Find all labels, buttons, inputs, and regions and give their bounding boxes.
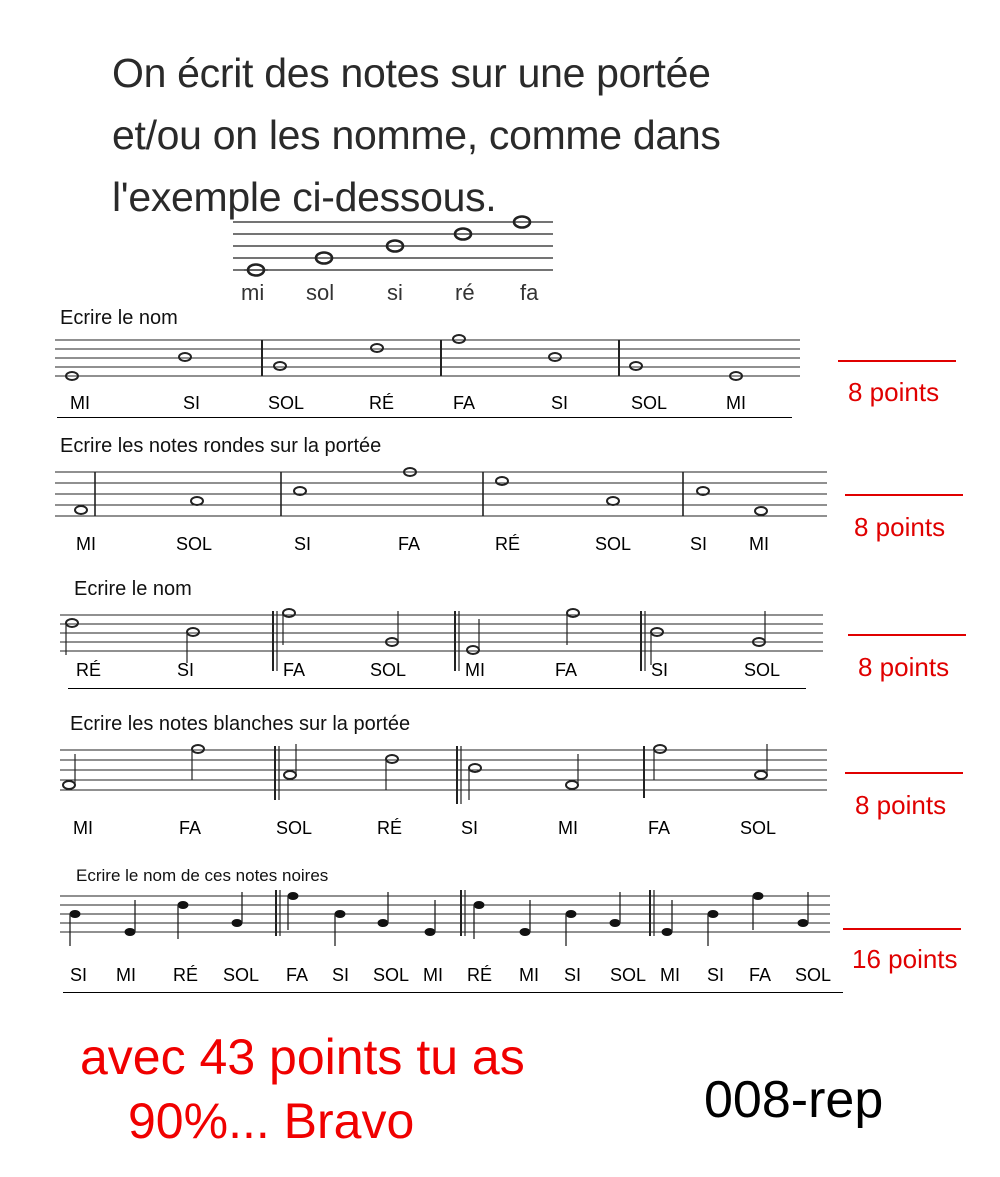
section-1-name-8: MI: [726, 393, 746, 413]
section-4-note-8: [755, 744, 767, 779]
section-3-name-8: SOL: [744, 660, 781, 680]
section-5-answer-line: [63, 992, 843, 993]
section-1-heading: Ecrire le nom: [60, 307, 178, 329]
example-label-mi: mi: [241, 280, 265, 305]
section-5-name-1: SI: [70, 965, 88, 985]
section-5-note-4: [232, 892, 243, 927]
intro-line-2: et/ou on les nomme, comme dans: [112, 112, 721, 158]
section-4-name-2: FA: [179, 818, 202, 838]
section-1-name-1: MI: [70, 393, 90, 413]
result-line-2: 90%... Bravo: [128, 1093, 415, 1149]
section-5-note-15: [753, 892, 764, 930]
section-1-note-5: [450, 335, 468, 343]
section-4-name-1: MI: [73, 818, 93, 838]
section-2-name-2: SOL: [176, 534, 213, 554]
section-4-note-1: [63, 754, 75, 789]
example-label-fa: fa: [520, 280, 539, 305]
section-3-name-4: SOL: [370, 660, 407, 680]
section-1-name-4: RÉ: [369, 393, 395, 413]
section-1-note-3: [274, 362, 286, 370]
section-2-note-1: [75, 506, 87, 514]
section-5-score: 16 points: [852, 944, 958, 974]
section-3-note-3: [283, 609, 295, 645]
section-2-name-3: SI: [294, 534, 312, 554]
section-4-name-5: SI: [461, 818, 479, 838]
section-3-heading: Ecrire le nom: [74, 578, 192, 600]
section-5-name-13: MI: [660, 965, 680, 985]
section-5-name-3: RÉ: [173, 965, 199, 985]
section-5-name-7: SOL: [373, 965, 410, 985]
section-5-staff: [55, 884, 835, 954]
section-5-name-6: SI: [332, 965, 350, 985]
section-4-score: 8 points: [855, 790, 947, 820]
section-3-score: 8 points: [858, 652, 950, 682]
section-5-name-4: SOL: [223, 965, 260, 985]
section-3-score-blank: [848, 634, 966, 636]
section-2-name-8: MI: [749, 534, 769, 554]
section-4-heading: Ecrire les notes blanches sur la portée: [70, 713, 411, 735]
section-1-score-blank: [838, 360, 956, 362]
section-5-note-6: [335, 910, 346, 946]
section-5-note-14: [708, 910, 719, 946]
section-4-note-6: [566, 754, 578, 789]
section-4-name-3: SOL: [276, 818, 313, 838]
section-3-answer-line: [68, 688, 806, 689]
result-message: [80, 1025, 525, 1153]
section-4-name-7: FA: [648, 818, 671, 838]
section-5-note-3: [178, 901, 189, 939]
section-5-name-9: RÉ: [467, 965, 493, 985]
section-5-note-11: [566, 910, 577, 946]
section-3-name-3: FA: [283, 660, 306, 680]
section-3-staff: [55, 603, 825, 675]
section-5-heading: Ecrire le nom de ces notes noires: [76, 866, 329, 885]
section-5-name-12: SOL: [610, 965, 647, 985]
section-1-name-5: FA: [453, 393, 476, 413]
sheet-code: 008-rep: [704, 1071, 884, 1129]
section-5-note-12: [610, 892, 621, 927]
section-1-answer-line: [57, 417, 792, 418]
section-3-name-2: SI: [177, 660, 195, 680]
example-note-mi: [244, 265, 268, 276]
section-4-note-5: [469, 764, 481, 800]
section-5-name-15: FA: [749, 965, 772, 985]
section-3-name-7: SI: [651, 660, 669, 680]
section-1-note-7: [630, 362, 642, 370]
section-2-note-6: [607, 497, 619, 505]
section-5-name-5: FA: [286, 965, 309, 985]
section-5-score-blank: [843, 928, 961, 930]
section-3-note-8: [753, 611, 765, 646]
section-1-name-2: SI: [183, 393, 201, 413]
section-5-note-7: [378, 892, 389, 927]
section-1-score: 8 points: [848, 377, 940, 407]
section-1-name-7: SOL: [631, 393, 668, 413]
section-2-note-5: [496, 477, 508, 485]
section-5-name-10: MI: [519, 965, 539, 985]
intro-line-3: l'exemple ci-dessous.: [112, 174, 497, 220]
section-3-note-6: [567, 609, 579, 645]
example-label-sol: sol: [306, 280, 335, 305]
example-label-si: si: [387, 280, 403, 305]
section-5-note-16: [798, 892, 809, 927]
section-1-note-6: [549, 353, 561, 361]
section-2-score: 8 points: [854, 512, 946, 542]
section-5-note-1: [70, 910, 81, 946]
section-2-name-6: SOL: [595, 534, 632, 554]
result-line-1: avec 43 points tu as: [80, 1029, 525, 1085]
section-5-name-14: SI: [707, 965, 725, 985]
section-2-heading: Ecrire les notes rondes sur la portée: [60, 435, 382, 457]
section-2-note-2: [191, 497, 203, 505]
section-4-note-3: [284, 744, 296, 779]
intro-line-1: On écrit des notes sur une portée: [112, 50, 711, 96]
section-1-staff: [55, 330, 805, 385]
section-2-score-blank: [845, 494, 963, 496]
section-4-score-blank: [845, 772, 963, 774]
section-5-note-5: [288, 892, 299, 930]
section-4-name-8: SOL: [740, 818, 777, 838]
section-5-name-8: MI: [423, 965, 443, 985]
section-1-note-4: [371, 344, 383, 352]
section-2-name-7: SI: [690, 534, 708, 554]
section-1-name-6: SI: [551, 393, 569, 413]
section-2-staff: [55, 462, 830, 522]
section-2-note-8: [755, 507, 767, 515]
section-4-name-4: RÉ: [377, 818, 403, 838]
section-1-note-2: [179, 353, 191, 361]
section-5-note-9: [474, 901, 485, 939]
section-5-name-11: SI: [564, 965, 582, 985]
section-5-name-2: MI: [116, 965, 136, 985]
example-label-re: ré: [455, 280, 475, 305]
section-2-name-5: RÉ: [495, 534, 521, 554]
section-3-name-6: FA: [555, 660, 578, 680]
section-3-name-1: RÉ: [76, 660, 102, 680]
section-1-name-3: SOL: [268, 393, 305, 413]
section-2-name-1: MI: [76, 534, 96, 554]
example-staff: [228, 212, 558, 282]
section-3-name-5: MI: [465, 660, 485, 680]
section-3-note-4: [386, 611, 398, 646]
intro-text: [112, 42, 872, 228]
section-4-staff: [55, 738, 830, 808]
section-4-name-6: MI: [558, 818, 578, 838]
section-2-name-4: FA: [398, 534, 421, 554]
section-5-name-16: SOL: [795, 965, 832, 985]
